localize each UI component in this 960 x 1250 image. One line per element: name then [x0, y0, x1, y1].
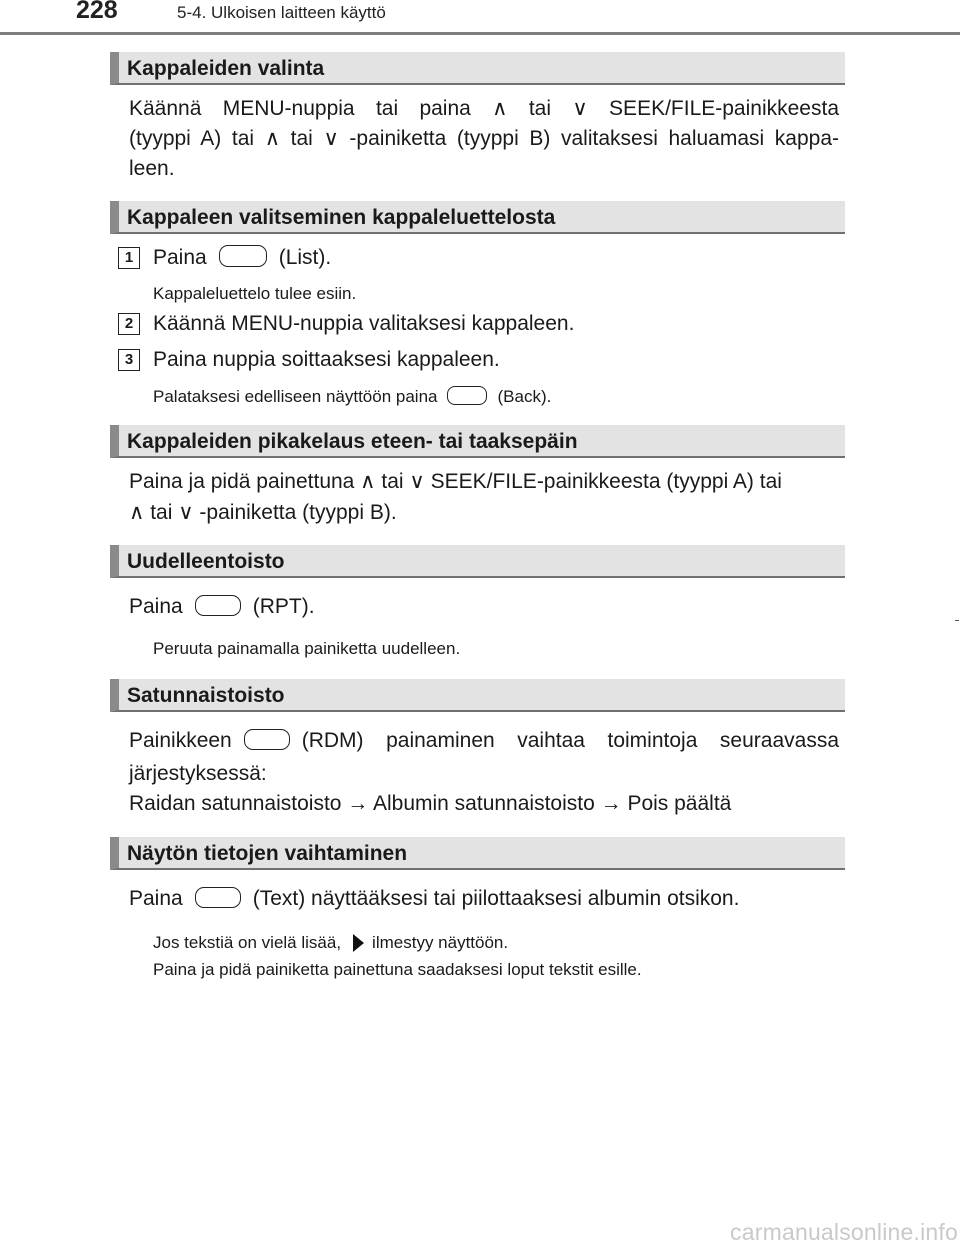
- page-number: 228: [76, 0, 118, 24]
- chapter-heading: 5-4. Ulkoisen laitteen käyttö: [177, 3, 386, 22]
- list-button-icon: [219, 245, 267, 267]
- step-3-note: Palataksesi edelliseen näyttöön paina (Back).: [153, 387, 552, 406]
- section-heading-random: [110, 679, 845, 712]
- more-text-arrow-icon: [353, 934, 364, 952]
- body-text: ∧ tai ∨ -painiketta (tyyppi B).: [129, 501, 397, 524]
- section-title: Kappaleiden pikakelaus eteen- tai taaksepäin: [127, 430, 578, 453]
- section-title: Kappaleen valitseminen kappaleluettelosta: [127, 206, 556, 229]
- body-text: järjestyksessä:: [129, 762, 267, 785]
- body-text: Käännä MENU-nuppia tai paina ∧ tai ∨ SEEK/FILE-painikkeesta: [129, 97, 839, 120]
- margin-tick: [955, 620, 959, 621]
- section-heading-fast-forward: [110, 425, 845, 458]
- note-text: Jos tekstiä on vielä lisää, ilmestyy näyttöön.: [153, 933, 509, 952]
- section-title: Uudelleentoisto: [127, 550, 285, 573]
- step-1-note: Kappaleluettelo tulee esiin.: [153, 284, 357, 303]
- section-heading-repeat: [110, 545, 845, 578]
- body-text: Raidan satunnaistoisto → Albumin satunnaistoisto → Pois päältä: [129, 792, 732, 815]
- body-text: leen.: [129, 157, 175, 180]
- text-button-icon: [195, 887, 241, 908]
- body-text: Paina (Text) näyttääksesi tai piilottaaksesi albumin otsikon.: [129, 887, 740, 910]
- note-text: Paina ja pidä painiketta painettuna saadaksesi loput tekstit esille.: [153, 960, 642, 979]
- header-rule: [0, 32, 960, 35]
- step-number-2: 2: [118, 313, 140, 335]
- step-number-1: 1: [118, 247, 140, 269]
- step-number-3: 3: [118, 349, 140, 371]
- rdm-button-icon: [244, 729, 290, 750]
- note-text: Peruuta painamalla painiketta uudelleen.: [153, 639, 461, 658]
- section-title: Näytön tietojen vaihtaminen: [127, 842, 408, 865]
- section-title: Kappaleiden valinta: [127, 57, 325, 80]
- section-heading-track-list: [110, 201, 845, 234]
- section-heading-track-selection: [110, 52, 845, 85]
- rpt-button-icon: [195, 595, 241, 616]
- body-text: Painikkeen (RDM) painaminen vaihtaa toimintoja seuraavassa: [129, 729, 839, 752]
- section-title: Satunnaistoisto: [127, 684, 285, 707]
- body-text: (tyyppi A) tai ∧ tai ∨ -painiketta (tyyppi B) valitaksesi haluamasi kappa-: [129, 127, 839, 150]
- step-1-text: Paina (List).: [153, 246, 332, 269]
- back-button-icon: [447, 386, 487, 405]
- body-text: Paina (RPT).: [129, 595, 315, 618]
- section-heading-display-info: [110, 837, 845, 870]
- step-3-text: Paina nuppia soittaaksesi kappaleen.: [153, 348, 500, 371]
- watermark: carmanualsonline.info: [730, 1219, 958, 1245]
- step-2-text: Käännä MENU-nuppia valitaksesi kappaleen.: [153, 312, 575, 335]
- body-text: Paina ja pidä painettuna ∧ tai ∨ SEEK/FILE-painikkeesta (tyyppi A) tai: [129, 470, 782, 493]
